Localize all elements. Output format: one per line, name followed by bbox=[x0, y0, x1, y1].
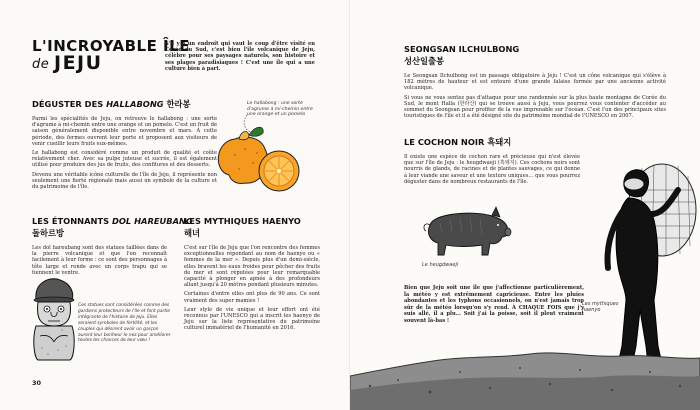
haenyo-heading: LES MYTHIQUES HAENYO bbox=[184, 216, 301, 226]
page-title-jeju: JEJU bbox=[54, 52, 103, 74]
hareubang-heading-korean: 돌하르방 bbox=[32, 228, 65, 238]
black-pig-illustration bbox=[416, 203, 512, 263]
page-title-de: de bbox=[32, 57, 50, 72]
haenyo-caption: Les mythiques haenyo bbox=[582, 301, 619, 313]
volcanic-rocks-illustration bbox=[350, 330, 700, 410]
hallabong-heading: DÉGUSTER DES HALLABONG 한라봉 bbox=[32, 99, 191, 109]
haenyo-heading-korean: 해녀 bbox=[184, 228, 201, 238]
cochon-heading: LE COCHON NOIR 흑돼지 bbox=[404, 137, 512, 147]
seongsan-text: Le Seongsan Ilchulbong est un passage obligatoire à Jeju ! C'est un cône volcanique qui s'élève à 182 mètres de hauteur et est entouré d'une grande falaise formée par une ancienne activité volcanique. Si vous ne vous sentez pas d'attaque pour une randonnée sur la plus haute montagne de Corée du Sud, le mont Halla (한라산) qui se trouve aussi à Jeju, vous pourrez vous contenter d'accéder au sommet du Seongsan pour profiter de la vue imprenable sur l'océan. C'est l'un des principaux sites touristiques de l'île et il a été désigné site du patrimoine mondial de l'UNESCO en 2007. bbox=[404, 73, 666, 120]
right-page bbox=[350, 0, 700, 410]
page-number: 30 bbox=[32, 379, 42, 387]
hareubang-heading: LES ÉTONNANTS DOL HAREUBANG bbox=[32, 216, 193, 226]
hareubang-text: Les dol hareubang sont des statues taillées dans de la pierre volcanique et que l'on reconnaît facilement à leur forme : ce sont des personnages à tête large et ronde avec un corps trapu qui se tiennent le ventre. bbox=[32, 245, 167, 276]
hallabong-illustration bbox=[215, 115, 305, 215]
seongsan-heading: SEONGSAN ILCHULBONG bbox=[404, 44, 520, 54]
dol-hareubang-illustration bbox=[28, 278, 80, 360]
seongsan-heading-korean: 성산일출봉 bbox=[404, 56, 445, 66]
haenyo-text: C'est sur l'île de Jeju que l'on rencontre des femmes exceptionnelles répondant au nom de haenyo ou « femmes de la mer ». Depuis plus d'un demi-siècle, elles bravent les eaux froides pour pêcher des fruits de mer et sont réputées pour leur remarquable capacité à plonger en apnée à des profondeurs allant jusqu'à 20 mètres pendant plusieurs minutes. Certaines d'entre elles ont plus de 90 ans. Ce sont vraiment des super mamies ! Leur style de vie unique et leur effort ont été reconnus par l'UNESCO qui a inscrit les haenyo de Jeju sur la liste représentative du patrimoine culturel immatériel de l'humanité en 2016. bbox=[184, 245, 320, 332]
hallabong-caption: Le hallabong : une sorte d'agrume à mi-chemin entre une orange et un pomelo bbox=[247, 101, 313, 118]
page-title-line1: L'INCROYABLE ÎLE bbox=[32, 37, 190, 55]
intro-text: S'il y a un endroit qui vaut le coup d'être visité en Corée du Sud, c'est bien l'île volcanique de Jeju, célèbre pour ses paysages naturels, son histoire et ses plages paradisiaques ! C'est une île qui a une culture bien à part. bbox=[165, 41, 315, 72]
weather-note: Bien que Jeju soit une île que j'affectionne particulièrement, la météo y est extrêmement capricieuse. Entre les pluies abondantes et les typhons occasionnels, on n'est jamais trop sûr de la météo lorsqu'on s'y rend. À CHAQUE FOIS que j'y suis allé, il a plu… Soit j'ai la poisse, soit il pleut vraiment souvent là-bas ! bbox=[404, 285, 584, 324]
cochon-text: Il existe une espèce de cochon rare et précieuse qui n'est élevée que sur l'île de Jeju : le heugdwaeji (흑돼지). Ces cochons noirs sont nourris de glands, de racines et de plantes sauvages, ce qui donne à leur viande une saveur et une texture uniques… que vous pourrez déguster dans de nombreux restaurants de l'île. bbox=[404, 154, 580, 185]
hallabong-text: Parmi les spécialités de Jeju, on retrouve le hallabong : une sorte d'agrume à mi-chemin entre une orange et un pomelo. C'est un fruit de saison généralement disponible entre novembre et mars. À cette période, des fermes ouvrent leur porte et proposent aux visiteurs de venir cueillir leurs fruits eux-mêmes. Le hallabong est considéré comme un produit de qualité et coûte relativement cher. Avec sa pulpe juteuse et sucrée, il est également utilisé pour produire des jus de fruits, des confitures et des desserts. Devenu une véritable icône culturelle de l'île de Jeju, il représente non seulement une fierté régionale mais aussi un symbole de la culture et du patrimoine de l'île. bbox=[32, 116, 217, 191]
hareubang-caption: Ces statues sont considérées comme des gardiens protecteurs de l'île et font partie intégrante de l'histoire de Jeju. Elles seraient symboles de fertilité, et les couples qui désirent avoir un garçon auront leur bonheur le nez pour améliorer toutes les chances de leur vœu ! bbox=[78, 303, 171, 344]
pig-caption: Le heugdwaeji bbox=[422, 262, 459, 268]
